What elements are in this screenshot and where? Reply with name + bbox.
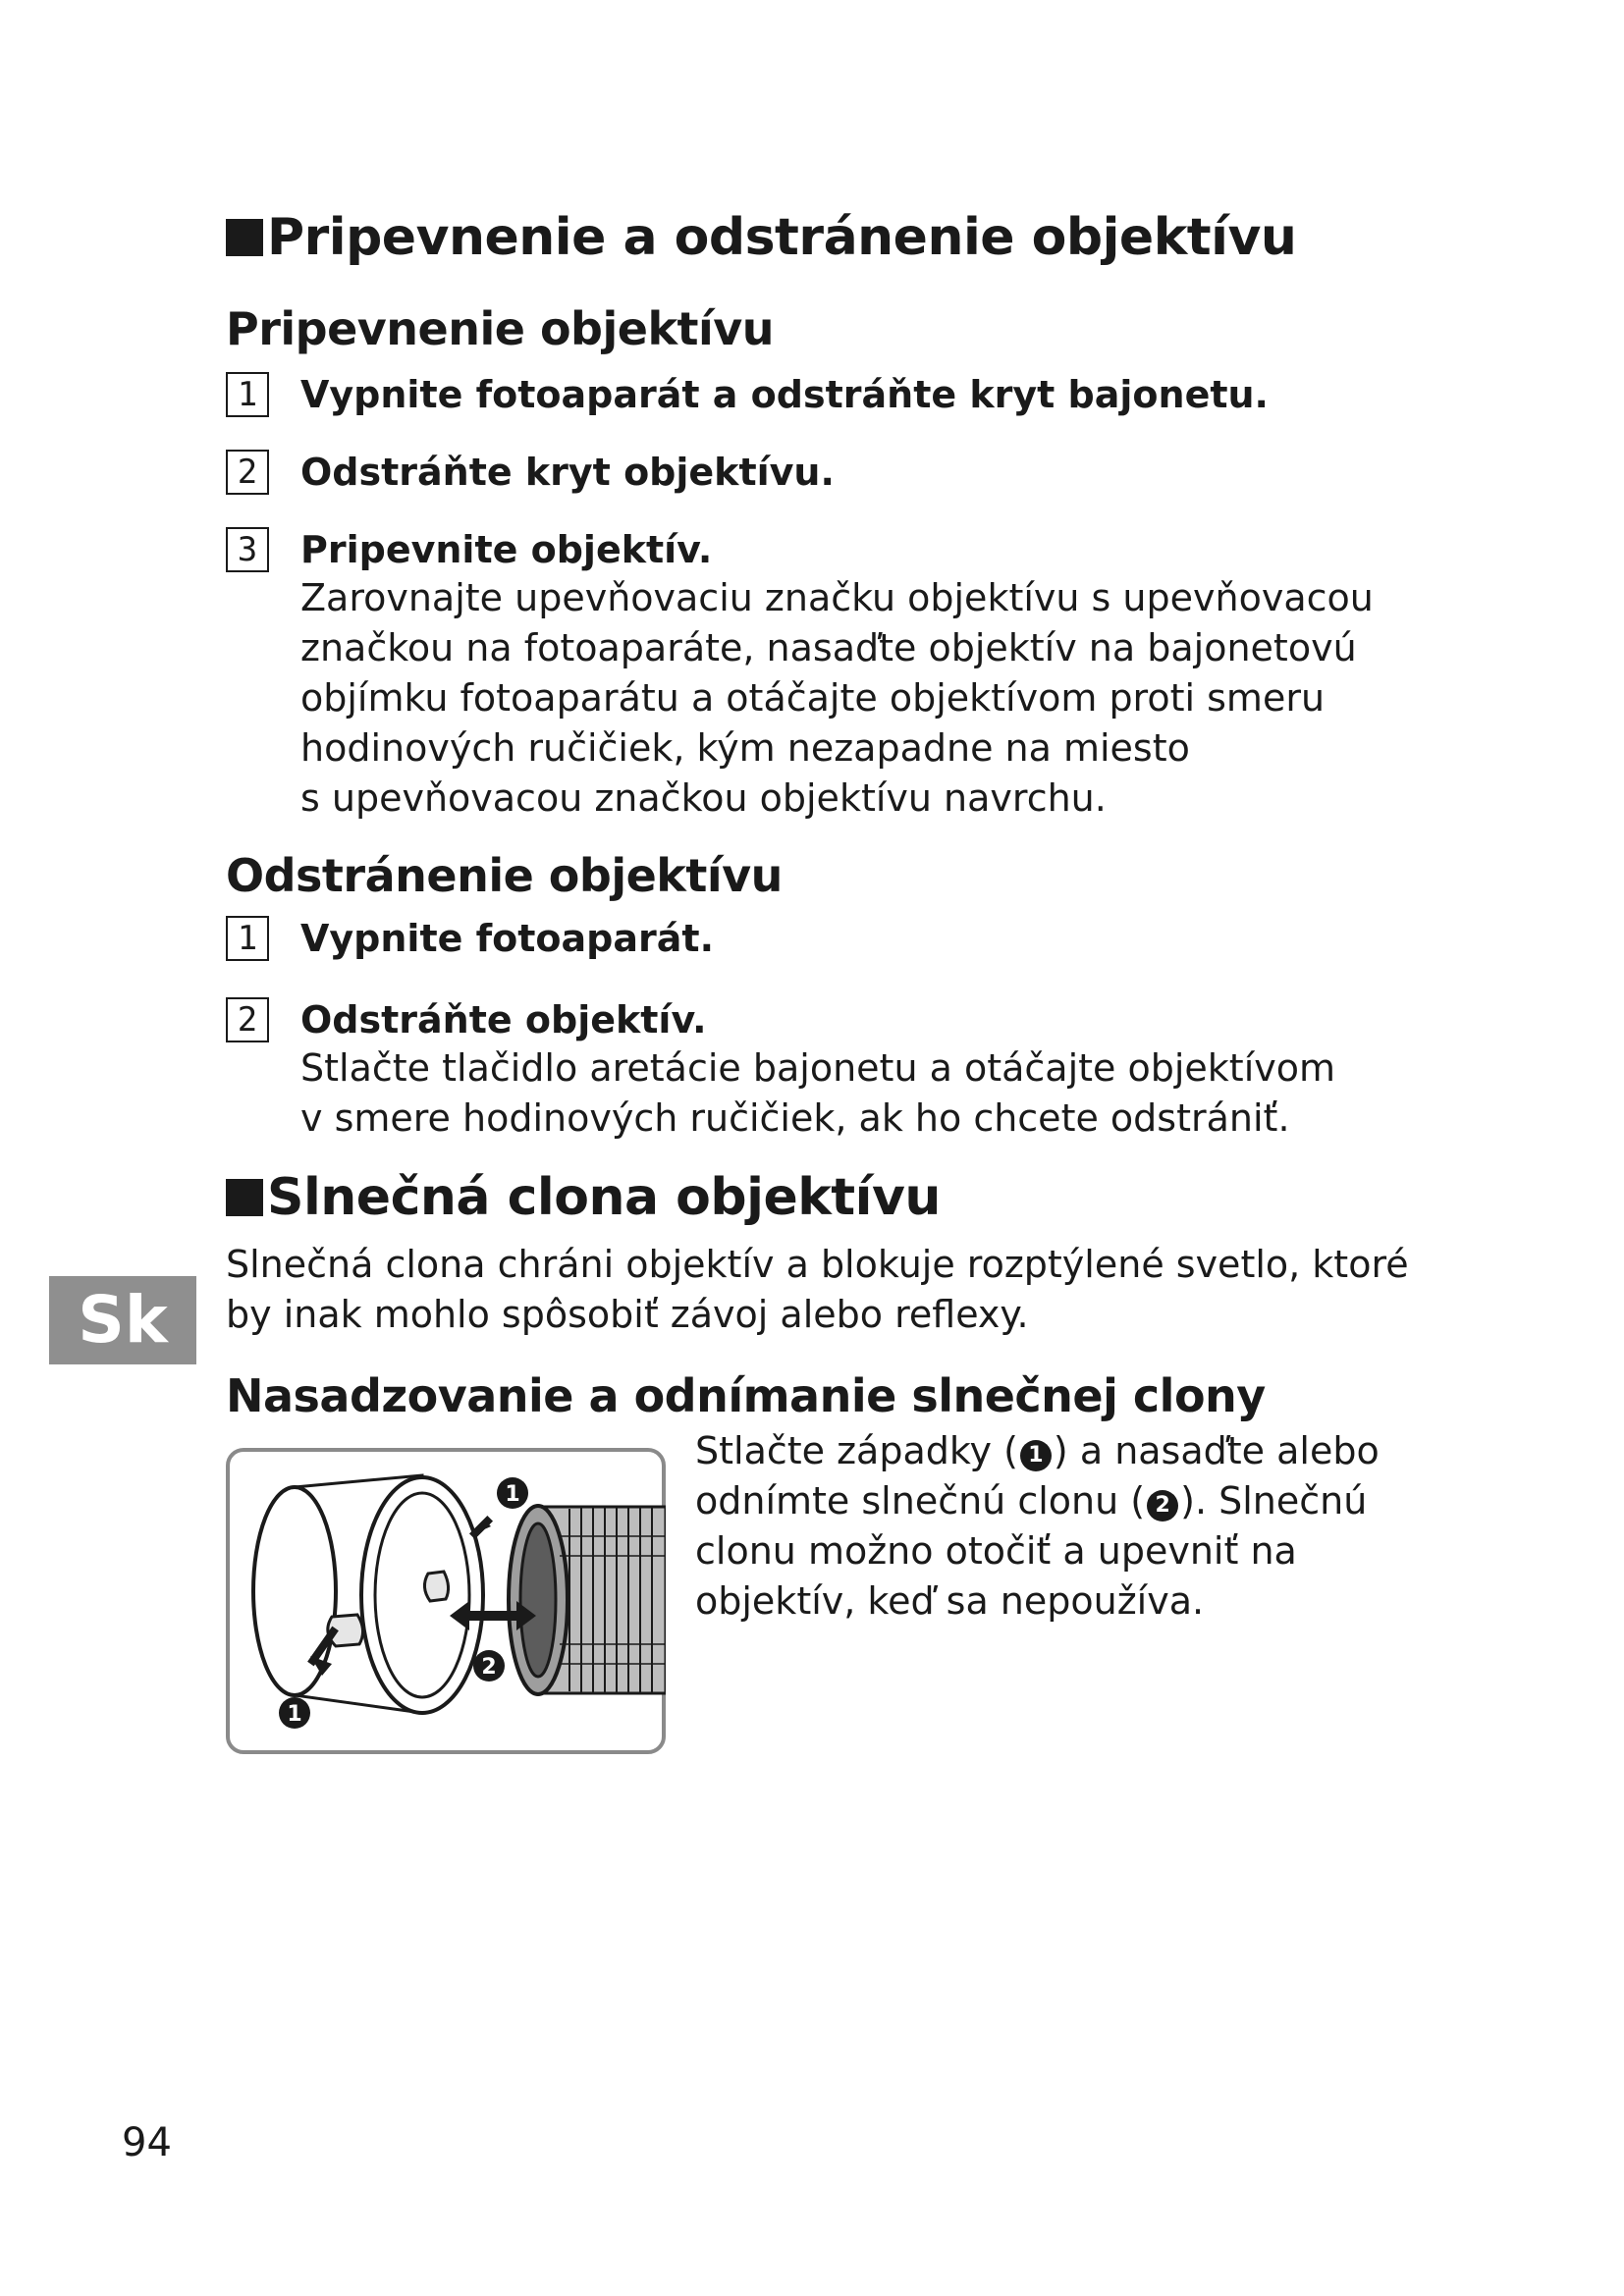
- step-number: 1: [226, 372, 269, 417]
- subheading-detach: Odstránenie objektívu: [226, 849, 783, 902]
- step-title: Odstráňte objektív.: [300, 998, 707, 1041]
- callout-label: 1: [505, 1482, 520, 1507]
- step-description-line: objímku fotoaparátu a otáčajte objektívom proti smeru: [300, 676, 1326, 720]
- subheading-hood: Nasadzovanie a odnímanie slnečnej clony: [226, 1369, 1266, 1422]
- section-title-lens-hood: [226, 1168, 941, 1227]
- text-segment: odnímte slnečnú clonu (: [695, 1479, 1146, 1522]
- step-number: 2: [226, 997, 269, 1042]
- subheading-attach: Pripevnenie objektívu: [226, 302, 775, 355]
- lens-hood-drawing: [226, 1448, 666, 1754]
- step-description-line: značkou na fotoaparáte, nasaďte objektív na bajonetovú: [300, 626, 1357, 669]
- section-title-attach-detach: [226, 208, 1296, 267]
- page-number: 94: [122, 2120, 172, 2165]
- step-description-line: v smere hodinových ručičiek, ak ho chcete odstrániť.: [300, 1096, 1290, 1140]
- detach-step-1: [226, 915, 714, 962]
- step-description-line: s upevňovacou značkou objektívu navrchu.: [300, 776, 1107, 820]
- step-title: Vypnite fotoaparát.: [300, 917, 715, 960]
- step-title: Odstráňte kryt objektívu.: [300, 451, 835, 494]
- paragraph-line: objektív, keď sa nepoužíva.: [695, 1579, 1205, 1623]
- section-marker-icon: [226, 1179, 263, 1216]
- hood-intro: [226, 1240, 1409, 1340]
- attach-step-1: [226, 371, 1269, 418]
- callout-label: 2: [481, 1655, 497, 1680]
- step-title: Pripevnite objektív.: [300, 528, 713, 571]
- step-description-line: Zarovnajte upevňovaciu značku objektívu s upevňovacou: [300, 576, 1374, 619]
- step-number: 3: [226, 527, 269, 572]
- step-title: Vypnite fotoaparát a odstráňte kryt bajonetu.: [300, 373, 1269, 416]
- intro-line: by inak mohlo spôsobiť závoj alebo reflexy.: [226, 1293, 1029, 1336]
- section-title-text: Slnečná clona objektívu: [267, 1168, 941, 1227]
- paragraph-line: [695, 1426, 1380, 1476]
- section-title-text: Pripevnenie a odstránenie objektívu: [267, 208, 1297, 267]
- section-marker-icon: [226, 219, 263, 256]
- attach-step-3: [226, 526, 1374, 824]
- callout-label: 1: [287, 1702, 302, 1727]
- callout-1-icon: 1: [1020, 1440, 1052, 1471]
- step-description-line: Stlačte tlačidlo aretácie bajonetu a otáčajte objektívom: [300, 1046, 1336, 1090]
- step-number: 2: [226, 450, 269, 495]
- detach-step-2: [226, 996, 1335, 1144]
- language-tab: Sk: [49, 1276, 196, 1364]
- intro-line: Slnečná clona chráni objektív a blokuje rozptýlené svetlo, ktoré: [226, 1243, 1409, 1286]
- step-description-line: hodinových ručičiek, kým nezapadne na miesto: [300, 726, 1190, 770]
- paragraph-line: clonu možno otočiť a upevniť na: [695, 1529, 1297, 1573]
- hood-paragraph: [695, 1426, 1380, 1627]
- paragraph-line: [695, 1476, 1380, 1526]
- lens-hood-illustration: [226, 1448, 666, 1754]
- step-number: 1: [226, 916, 269, 961]
- text-segment: Stlačte západky (: [695, 1429, 1018, 1472]
- text-segment: ). Slnečnú: [1180, 1479, 1368, 1522]
- callout-2-icon: 2: [1147, 1490, 1178, 1522]
- attach-step-2: [226, 449, 835, 496]
- text-segment: ) a nasaďte alebo: [1053, 1429, 1380, 1472]
